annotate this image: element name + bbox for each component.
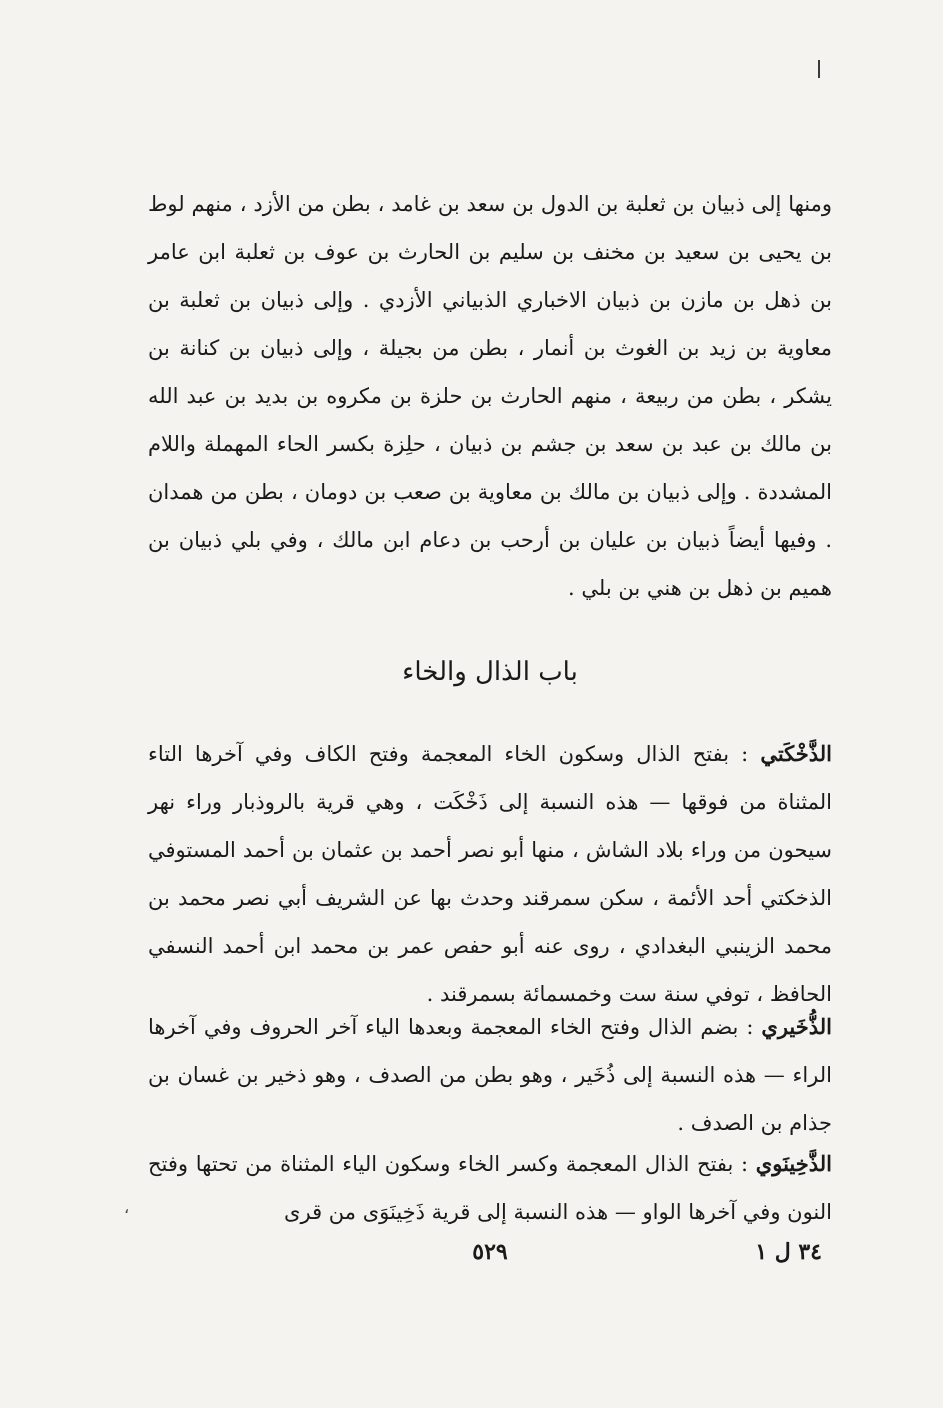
margin-mark <box>818 60 820 78</box>
entry-term: الذَّخِينَوي <box>755 1151 832 1176</box>
entry-text: : بفتح الذال وسكون الخاء المعجمة وفتح الكاف وفي آخرها التاء المثناة من فوقها — هذه النسبة إلى ذَخْكَت ، وهي قرية بالروذبار وراء نهر سيحون من وراء بلاد الشاش ، منها أبو نصر أحمد بن عثمان بن أحمد المستوفي الذخكتي أحد الأئمة ، سكن سمرقند وحدث بها عن الشريف أبي نصر محمد بن محمد الزينبي البغدادي ، روى عنه أبو حفص عمر بن محمد ابن أحمد النسفي الحافظ ، توفي سنة ست وخمسمائة بسمرقند . <box>148 742 832 1006</box>
section-heading: باب الذال والخاء <box>402 657 578 687</box>
entry-text: : بضم الذال وفتح الخاء المعجمة وبعدها الياء آخر الحروف وفي آخرها الراء — هذه النسبة إلى ذُخَير ، وهو بطن من الصدف ، وهو ذخير بن غسان بن جذام بن الصدف . <box>148 1015 832 1135</box>
entry-dhakhinawi <box>148 1140 832 1236</box>
margin-dot: ، <box>124 1198 130 1217</box>
paragraph-text: ومنها إلى ذبيان بن ثعلبة بن الدول بن سعد بن غامد ، بطن من الأزد ، منهم لوط بن يحيى بن سعيد بن مخنف بن سليم بن الحارث بن عوف بن ثعلبة ابن عامر بن ذهل بن مازن بن ذبيان الاخباري الذبياني الأزدي . وإلى ذبيان بن ثعلبة بن معاوية بن زيد بن الغوث بن أنمار ، بطن من بجيلة ، وإلى ذبيان بن كنانة بن يشكر ، بطن من ربيعة ، منهم الحارث بن حلزة بن مكروه بن بديد بن عبد الله بن مالك بن عبد بن سعد بن جشم بن ذبيان ، حلِزة بكسر الحاء المهملة واللام المشددة . وإلى ذبيان بن مالك بن معاوية بن صعب بن دومان ، بطن من همدان . وفيها أيضاً ذبيان بن عليان بن أرحب بن دعام ابن مالك ، وفي بلي ذبيان بن هميم بن ذهل بن هني بن بلي . <box>148 192 832 600</box>
entry-text: : بفتح الذال المعجمة وكسر الخاء وسكون الياء المثناة من تحتها وفتح النون وفي آخرها الواو — هذه النسبة إلى قرية ذَخِينَوَى من قرى <box>148 1152 832 1224</box>
page-number: ٥٢٩ <box>472 1239 508 1265</box>
entry-paragraph <box>148 1003 832 1147</box>
entry-term: الذَّخْكَتي <box>760 741 832 766</box>
paragraph-dhubyan <box>148 180 832 612</box>
entry-paragraph <box>148 1140 832 1236</box>
page-footer <box>148 1228 832 1276</box>
entry-dhakhkati <box>148 730 832 1018</box>
signature-mark: ٣٤ ل ١ <box>755 1239 822 1265</box>
entry-term: الذُّخَيري <box>761 1014 832 1039</box>
entry-paragraph <box>148 730 832 1018</box>
entry-dhukhayri <box>148 1003 832 1147</box>
